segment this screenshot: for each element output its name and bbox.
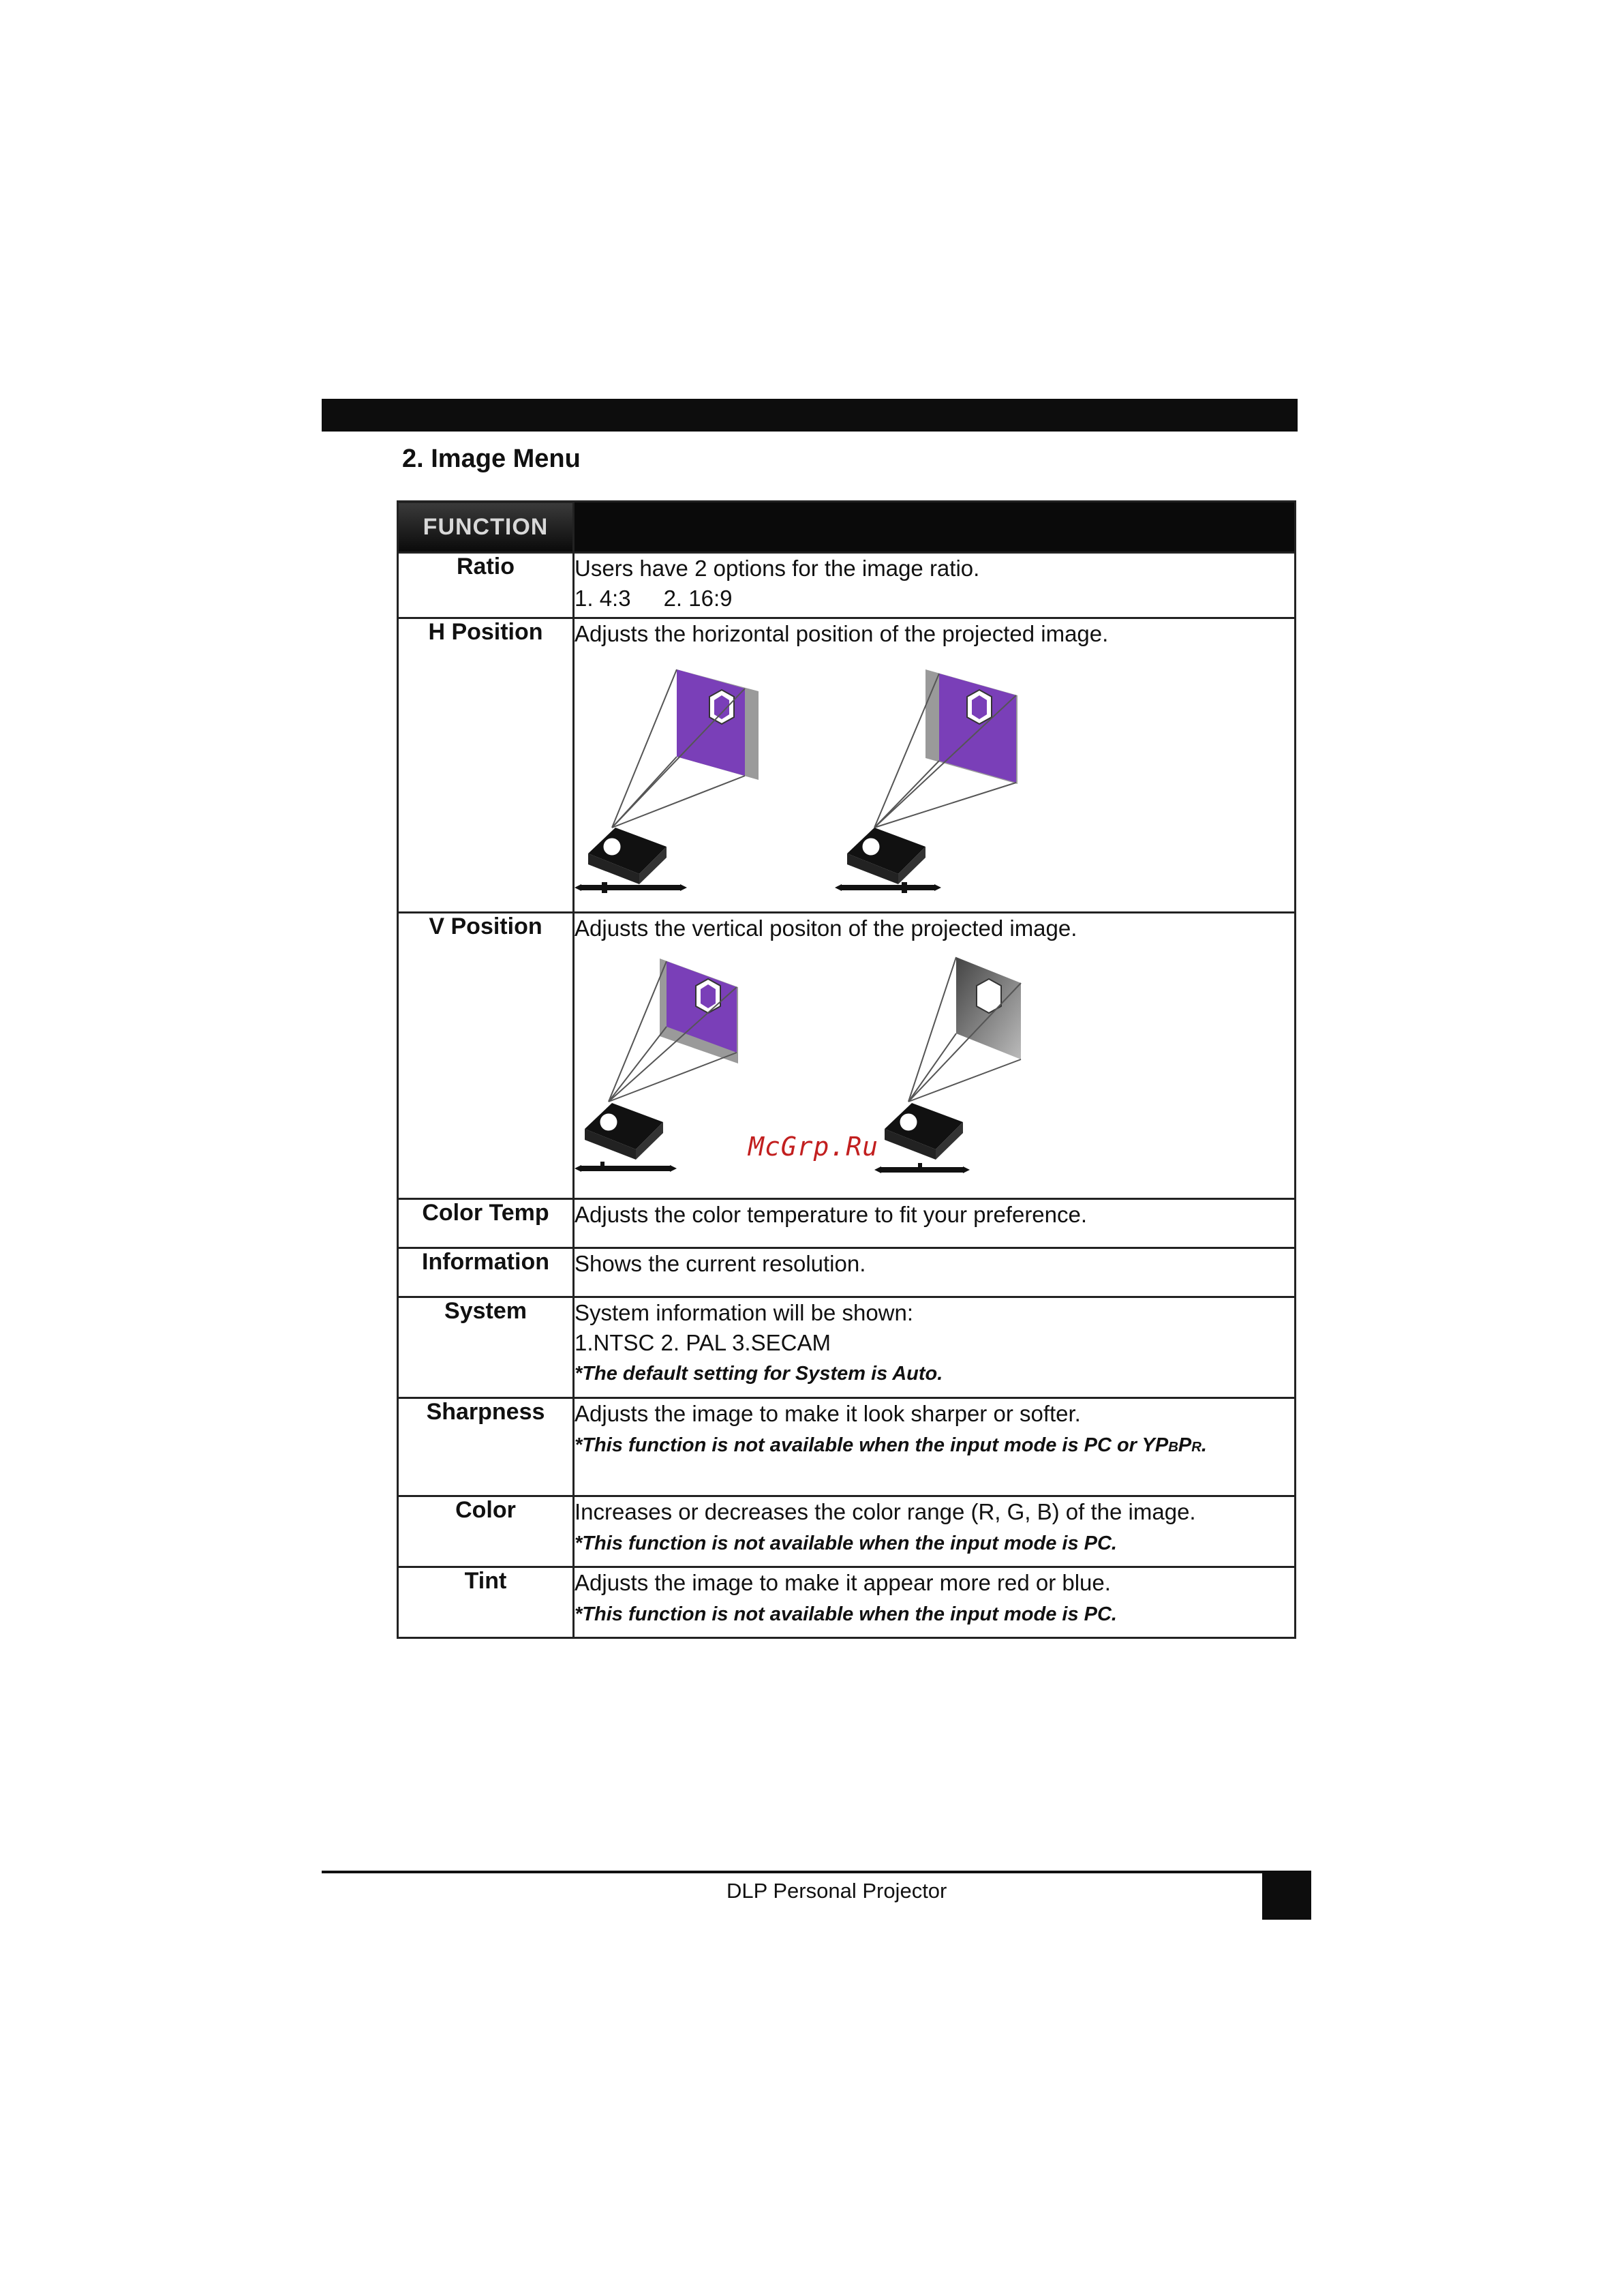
ratio-option-2: 2. 16:9: [663, 585, 733, 611]
desc-line: Adjusts the horizontal position of the projected image.: [575, 621, 1109, 646]
table-row: [398, 1297, 1296, 1398]
row-note: *The default setting for System is Auto.: [575, 1363, 943, 1385]
desc-line: Adjusts the vertical positon of the projected image.: [575, 916, 1077, 941]
header-bar: [322, 399, 1298, 432]
row-label-color: Color: [398, 1496, 574, 1567]
h-position-figure-right: [833, 649, 1052, 894]
row-label-ratio: Ratio: [398, 553, 574, 618]
row-desc-information: Shows the current resolution.: [574, 1248, 1296, 1297]
desc-line: 1.NTSC 2. PAL 3.SECAM: [575, 1329, 831, 1355]
table-row: [398, 553, 1296, 618]
v-position-figures: [575, 943, 1294, 1189]
table-row: [398, 1496, 1296, 1567]
row-note: *This function is not available when the input mode is PC.: [575, 1603, 1117, 1625]
row-label-information: Information: [398, 1248, 574, 1297]
row-desc-ratio: [574, 553, 1296, 618]
section-title: 2. Image Menu: [402, 444, 581, 473]
table-row: [398, 1199, 1296, 1248]
note-text: YP: [1142, 1434, 1169, 1456]
footer-rule: [322, 1871, 1269, 1873]
h-position-figure-left: [575, 649, 793, 894]
row-note: *This function is not available when the input mode is PC.: [575, 1532, 1117, 1554]
ratio-option-1: 1. 4:3: [575, 585, 631, 611]
table-row: [398, 1567, 1296, 1638]
row-desc-color-temp: Adjusts the color temperature to fit your preference.: [574, 1199, 1296, 1248]
header-blank: [574, 502, 1296, 553]
table-row: [398, 618, 1296, 913]
desc-line: System information will be shown:: [575, 1300, 914, 1325]
h-position-figures: [575, 649, 1294, 894]
note-text: *This function is not available when the input mode is PC or: [575, 1434, 1142, 1456]
row-desc-tint: [574, 1567, 1296, 1638]
table-row: [398, 1248, 1296, 1297]
row-label-system: System: [398, 1297, 574, 1398]
table-header-row: [398, 502, 1296, 553]
row-desc-v-position: [574, 913, 1296, 1199]
note-text: B: [1168, 1439, 1178, 1455]
row-desc-h-position: [574, 618, 1296, 913]
note-text: R: [1191, 1439, 1202, 1455]
row-label-color-temp: Color Temp: [398, 1199, 574, 1248]
ratio-options: [575, 584, 1294, 614]
desc-line: Increases or decreases the color range (R, G, B) of the image.: [575, 1499, 1196, 1524]
row-label-h-position: H Position: [398, 618, 574, 913]
row-note: [575, 1433, 1294, 1459]
desc-line: Adjusts the image to make it appear more red or blue.: [575, 1570, 1111, 1595]
image-menu-table: [397, 500, 1296, 1639]
desc-line: Users have 2 options for the image ratio.: [575, 556, 980, 581]
function-header: FUNCTION: [398, 502, 574, 553]
desc-line: Adjusts the image to make it look sharper or softer.: [575, 1401, 1081, 1426]
row-desc-sharpness: [574, 1398, 1296, 1496]
row-desc-system: [574, 1297, 1296, 1398]
note-text: .: [1201, 1434, 1207, 1456]
table-row: [398, 1398, 1296, 1496]
row-label-tint: Tint: [398, 1567, 574, 1638]
page-number-box: [1262, 1871, 1311, 1920]
row-desc-color: [574, 1496, 1296, 1567]
row-label-v-position: V Position: [398, 913, 574, 1199]
note-text: P: [1178, 1434, 1192, 1456]
footer-text: DLP Personal Projector: [726, 1879, 947, 1903]
row-label-sharpness: Sharpness: [398, 1398, 574, 1496]
watermark: McGrp.Ru: [748, 1132, 879, 1162]
v-position-figure-right: [874, 943, 1092, 1189]
